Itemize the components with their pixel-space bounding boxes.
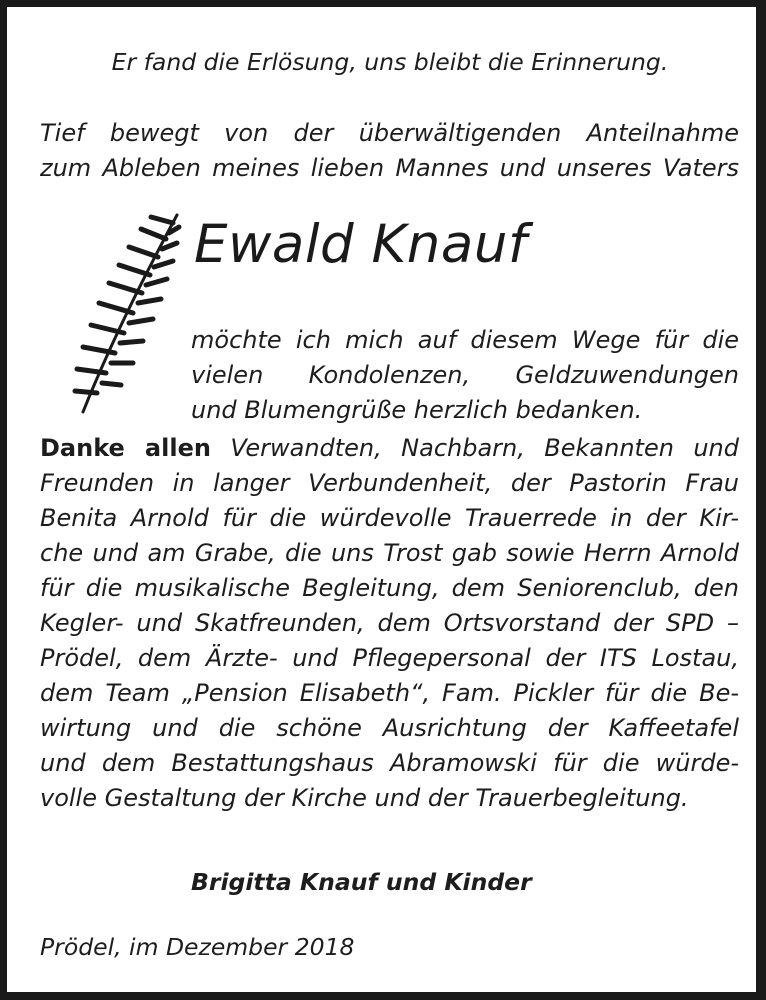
danke-first-rest: Verwandten, Nachbarn, Bekannten und xyxy=(210,434,739,462)
danke-line-6: Kegler- und Skatfreunden, dem Ortsvorstand der SPD – xyxy=(40,609,739,637)
danke-line-5: für die musikalische Begleitung, dem Seniorenclub, den xyxy=(40,574,739,602)
danke-line-7: Prödel, dem Ärzte- und Pflegepersonal der ITS Lostau, xyxy=(40,644,739,672)
danke-line-10: und dem Bestattungshaus Abramowski für die würde- xyxy=(40,749,739,777)
danke-line-4: che und am Grabe, die uns Trost gab sowie Herrn Arnold xyxy=(40,539,739,567)
place-date: Prödel, im Dezember 2018 xyxy=(40,933,355,961)
intro-line-1: Tief bewegt von der überwältigenden Anteilnahme xyxy=(40,119,739,147)
intro-line-2: zum Ableben meines lieben Mannes und unseres Vaters xyxy=(40,154,739,182)
motto: Er fand die Erlösung, uns bleibt die Erinnerung. xyxy=(111,48,669,76)
fern-frond-icon xyxy=(53,207,185,417)
danke-line-3: Benita Arnold für die würdevolle Trauerrede in der Kir- xyxy=(40,504,739,532)
signature: Brigitta Knauf und Kinder xyxy=(191,868,532,896)
danke-lead: Danke allen xyxy=(40,434,211,462)
thanks-line-3: und Blumengrüße herzlich bedanken. xyxy=(191,396,643,424)
thanks-line-2: vielen Kondolenzen, Geldzuwendungen xyxy=(191,361,739,389)
danke-line-2: Freunden in langer Verbundenheit, der Pastorin Frau xyxy=(40,469,739,497)
danke-line-9: wirtung und die schöne Ausrichtung der Kaffeetafel xyxy=(40,714,739,742)
deceased-name: Ewald Knauf xyxy=(194,214,528,275)
thanks-line-1: möchte ich mich auf diesem Wege für die xyxy=(191,326,739,354)
danke-line-1 xyxy=(40,436,739,460)
danke-line-11: volle Gestaltung der Kirche und der Trauerbegleitung. xyxy=(40,784,689,812)
danke-line-8: dem Team „Pension Elisabeth“, Fam. Pickler für die Be- xyxy=(40,679,739,707)
